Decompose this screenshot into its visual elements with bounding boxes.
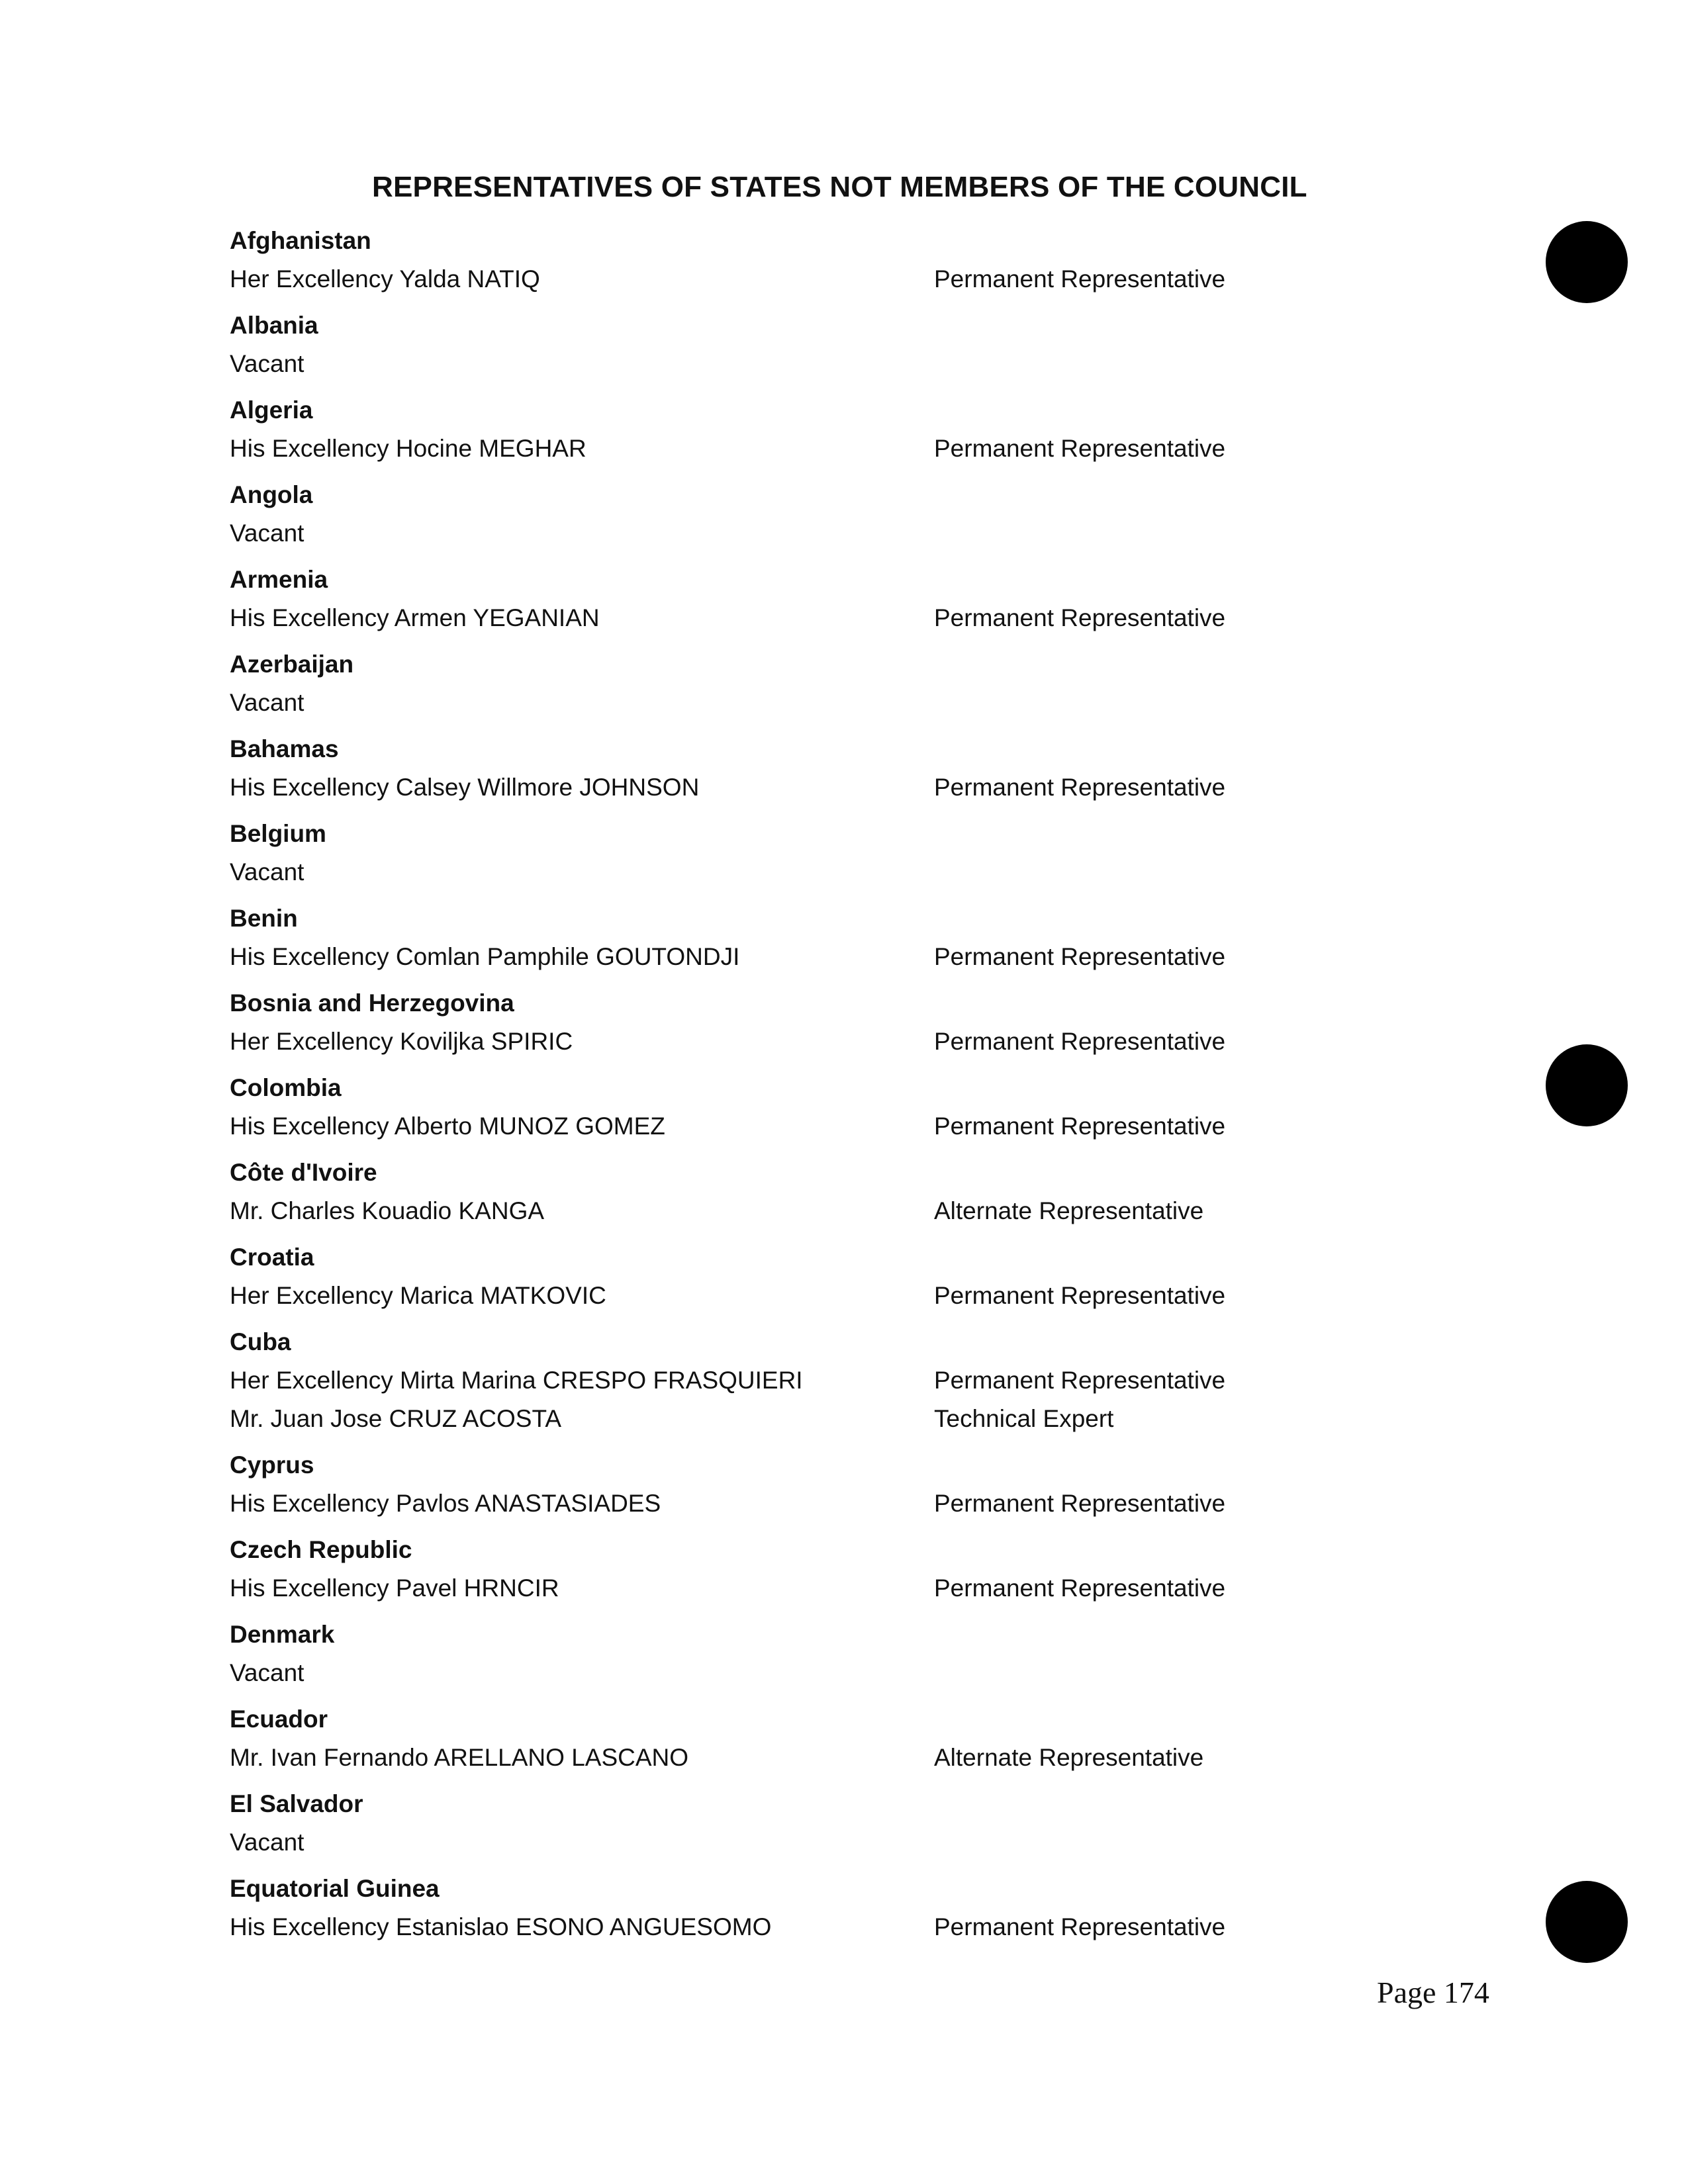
country-name: Cuba <box>230 1328 291 1355</box>
country-name: Bosnia and Herzegovina <box>230 989 514 1017</box>
country-name: Denmark <box>230 1621 335 1648</box>
country-name: Ecuador <box>230 1706 328 1733</box>
representative-name: Her Excellency Marica MATKOVIC <box>230 1282 606 1309</box>
representative-name: Mr. Ivan Fernando ARELLANO LASCANO <box>230 1744 689 1771</box>
representative-role: Alternate Representative <box>934 1197 1204 1224</box>
representative-role: Alternate Representative <box>934 1744 1204 1771</box>
page-title: REPRESENTATIVES OF STATES NOT MEMBERS OF THE COUNCIL <box>372 171 1307 203</box>
country-entry <box>230 1069 1355 1146</box>
country-name: Benin <box>230 905 298 932</box>
country-entry <box>230 1446 1355 1523</box>
country-entry <box>230 1785 1355 1862</box>
country-name: Azerbaijan <box>230 651 354 678</box>
representative-name: His Excellency Estanislao ESONO ANGUESOMO <box>230 1913 772 1940</box>
country-entry <box>230 306 1355 383</box>
country-name: Colombia <box>230 1074 342 1101</box>
country-name: Albania <box>230 312 318 339</box>
representative-row <box>230 768 1355 807</box>
representative-name: Vacant <box>230 350 305 377</box>
representative-row <box>230 1484 1355 1523</box>
representative-name: Vacant <box>230 1829 305 1856</box>
representative-name: Her Excellency Koviljka SPIRIC <box>230 1028 573 1055</box>
representative-row <box>230 599 1355 637</box>
country-entry <box>230 815 1355 891</box>
country-entry <box>230 730 1355 807</box>
representative-row <box>230 1739 1355 1777</box>
representative-row <box>230 938 1355 976</box>
representative-name: Her Excellency Mirta Marina CRESPO FRASQUIERI <box>230 1367 803 1394</box>
representatives-list <box>230 222 1355 1954</box>
country-name: Côte d'Ivoire <box>230 1159 377 1186</box>
representative-name: His Excellency Hocine MEGHAR <box>230 435 586 462</box>
representative-role: Permanent Representative <box>934 265 1226 293</box>
representative-role: Permanent Representative <box>934 1367 1226 1394</box>
country-entry <box>230 222 1355 298</box>
page-number: Page 174 <box>1377 1976 1489 2009</box>
representative-row <box>230 1107 1355 1146</box>
representative-role: Permanent Representative <box>934 1028 1226 1055</box>
country-name: Equatorial Guinea <box>230 1875 440 1902</box>
representative-name: Vacant <box>230 858 305 886</box>
representative-row <box>230 1361 1355 1400</box>
representative-row <box>230 1400 1355 1438</box>
representative-role: Permanent Representative <box>934 1490 1226 1517</box>
country-entry <box>230 984 1355 1061</box>
representative-role: Permanent Representative <box>934 774 1226 801</box>
country-name: Belgium <box>230 820 326 847</box>
country-entry <box>230 1531 1355 1608</box>
representative-role: Permanent Representative <box>934 1574 1226 1602</box>
representative-name: His Excellency Calsey Willmore JOHNSON <box>230 774 700 801</box>
country-entry <box>230 1238 1355 1315</box>
representative-role: Permanent Representative <box>934 604 1226 631</box>
representative-name: Mr. Charles Kouadio KANGA <box>230 1197 545 1224</box>
representative-row <box>230 853 1355 891</box>
representative-row <box>230 260 1355 298</box>
representative-name: Vacant <box>230 520 305 547</box>
country-entry <box>230 899 1355 976</box>
country-entry <box>230 391 1355 468</box>
representative-row <box>230 1823 1355 1862</box>
representative-role: Permanent Representative <box>934 1282 1226 1309</box>
country-name: Angola <box>230 481 313 508</box>
country-name: Armenia <box>230 566 328 593</box>
country-entry <box>230 1700 1355 1777</box>
country-entry <box>230 645 1355 722</box>
representative-name: Vacant <box>230 1659 305 1686</box>
representative-role: Permanent Representative <box>934 1913 1226 1940</box>
representative-name: His Excellency Pavlos ANASTASIADES <box>230 1490 661 1517</box>
representative-row <box>230 1654 1355 1692</box>
representative-name: His Excellency Armen YEGANIAN <box>230 604 600 631</box>
country-name: Cyprus <box>230 1451 314 1479</box>
representative-name: Mr. Juan Jose CRUZ ACOSTA <box>230 1405 561 1432</box>
country-name: Croatia <box>230 1244 314 1271</box>
representative-row <box>230 1908 1355 1946</box>
representative-name: Vacant <box>230 689 305 716</box>
representative-role: Permanent Representative <box>934 435 1226 462</box>
representative-name: Her Excellency Yalda NATIQ <box>230 265 540 293</box>
country-entry <box>230 1870 1355 1946</box>
representative-row <box>230 1277 1355 1315</box>
country-name: Afghanistan <box>230 227 371 254</box>
country-name: Algeria <box>230 396 313 424</box>
country-entry <box>230 1615 1355 1692</box>
country-entry <box>230 561 1355 637</box>
country-entry <box>230 1323 1355 1438</box>
representative-name: His Excellency Comlan Pamphile GOUTONDJI <box>230 943 740 970</box>
country-entry <box>230 476 1355 553</box>
country-name: El Salvador <box>230 1790 363 1817</box>
punch-hole-marker <box>1546 1044 1628 1126</box>
representative-row <box>230 345 1355 383</box>
representative-name: His Excellency Alberto MUNOZ GOMEZ <box>230 1113 665 1140</box>
punch-hole-marker <box>1546 221 1628 303</box>
representative-role: Technical Expert <box>934 1405 1114 1432</box>
representative-row <box>230 684 1355 722</box>
representative-row <box>230 1569 1355 1608</box>
representative-row <box>230 1192 1355 1230</box>
country-name: Czech Republic <box>230 1536 412 1563</box>
representative-row <box>230 1023 1355 1061</box>
representative-row <box>230 514 1355 553</box>
representative-role: Permanent Representative <box>934 943 1226 970</box>
representative-row <box>230 430 1355 468</box>
country-entry <box>230 1154 1355 1230</box>
representative-role: Permanent Representative <box>934 1113 1226 1140</box>
representative-name: His Excellency Pavel HRNCIR <box>230 1574 559 1602</box>
country-name: Bahamas <box>230 735 339 762</box>
punch-hole-marker <box>1546 1881 1628 1963</box>
